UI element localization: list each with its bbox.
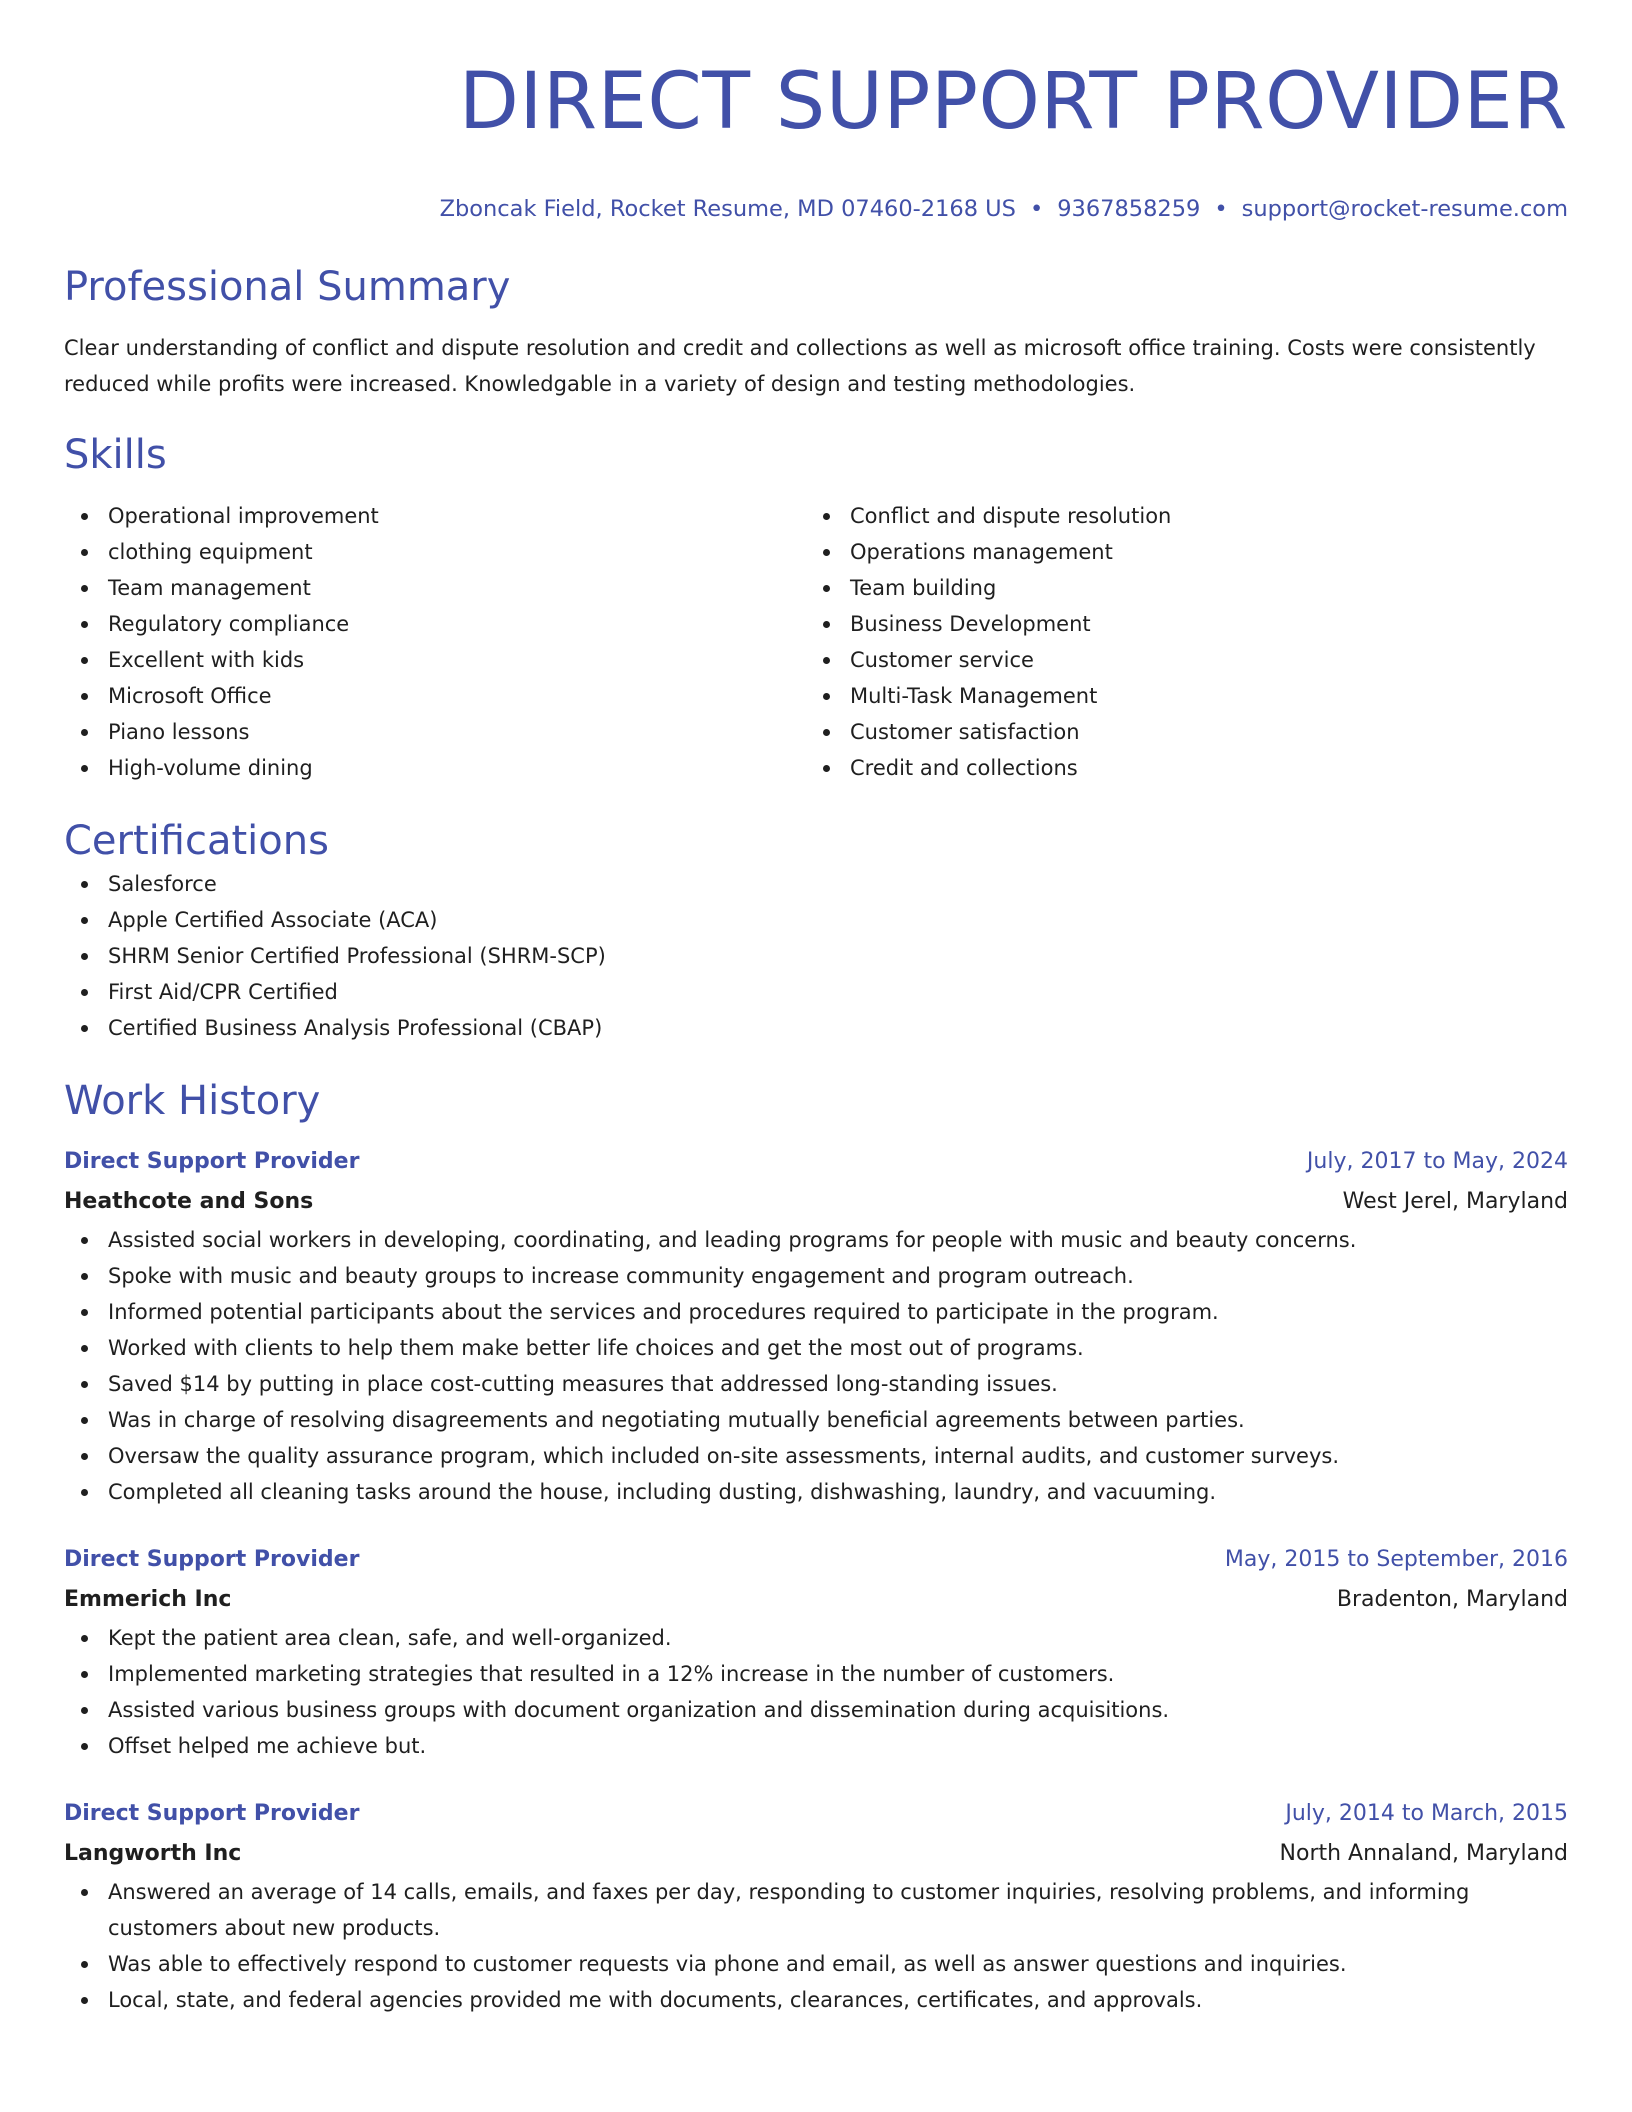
- summary-section: [64, 262, 1568, 402]
- job-location: Bradenton, Maryland: [1336, 1587, 1568, 1612]
- job-location: North Annaland, Maryland: [1279, 1841, 1568, 1866]
- contact-separator: •: [1029, 196, 1044, 222]
- skill-item: Piano lessons: [64, 714, 806, 750]
- skill-item: Team building: [806, 570, 1548, 606]
- job-duty-item: Worked with clients to help them make better life choices and get the most out of programs.: [64, 1330, 1568, 1366]
- work-history-section: [64, 1076, 1568, 2018]
- skills-column-right: [806, 498, 1548, 786]
- skill-item: Operational improvement: [64, 498, 806, 534]
- skills-list-left: [64, 498, 806, 786]
- job-dates: May, 2015 to September, 2016: [1224, 1547, 1568, 1572]
- skill-item: Multi-Task Management: [806, 678, 1548, 714]
- job-title-row: [64, 1142, 1568, 1182]
- skill-item: Credit and collections: [806, 750, 1548, 786]
- certification-item: First Aid/CPR Certified: [64, 974, 1568, 1010]
- job-title: Direct Support Provider: [64, 1149, 360, 1174]
- job-company-row: [64, 1834, 1568, 1874]
- job-duty-item: Offset helped me achieve but.: [64, 1728, 1568, 1764]
- job-duties-list: [64, 1222, 1568, 1510]
- certification-item: Salesforce: [64, 866, 1568, 902]
- skill-item: clothing equipment: [64, 534, 806, 570]
- job-duty-item: Completed all cleaning tasks around the house, including dusting, dishwashing, laundry, and vacuuming.: [64, 1474, 1568, 1510]
- certifications-heading: Certifications: [64, 818, 329, 864]
- job-company: Langworth Inc: [64, 1841, 242, 1866]
- job-duty-item: Local, state, and federal agencies provided me with documents, clearances, certificates, and approvals.: [64, 1982, 1568, 2018]
- skill-item: Customer satisfaction: [806, 714, 1548, 750]
- job-title: Direct Support Provider: [64, 1801, 360, 1826]
- job-company-row: [64, 1580, 1568, 1620]
- resume-name: DIRECT SUPPORT PROVIDER: [458, 57, 1568, 147]
- job-company: Emmerich Inc: [64, 1587, 232, 1612]
- job-duty-item: Was in charge of resolving disagreements and negotiating mutually beneficial agreements between parties.: [64, 1402, 1568, 1438]
- job-company: Heathcote and Sons: [64, 1189, 314, 1214]
- job-duty-item: Oversaw the quality assurance program, which included on-site assessments, internal audits, and customer surveys.: [64, 1438, 1568, 1474]
- skills-list-right: [806, 498, 1548, 786]
- skills-heading: Skills: [64, 432, 167, 478]
- skill-item: Excellent with kids: [64, 642, 806, 678]
- contact-line: [64, 194, 1568, 224]
- job-dates: July, 2017 to May, 2024: [1306, 1149, 1568, 1174]
- job-entry: [64, 1794, 1568, 2018]
- certifications-list: [64, 866, 1568, 1046]
- job-entry: [64, 1540, 1568, 1764]
- job-duties-list: [64, 1874, 1568, 2018]
- job-duty-item: Assisted social workers in developing, coordinating, and leading programs for people with music and beauty concerns.: [64, 1222, 1568, 1258]
- skill-item: Operations management: [806, 534, 1548, 570]
- job-duty-item: Informed potential participants about the services and procedures required to participate in the program.: [64, 1294, 1568, 1330]
- work-history-heading: Work History: [64, 1078, 321, 1124]
- job-title-row: [64, 1794, 1568, 1834]
- skills-section: [64, 430, 1568, 786]
- certification-item: Apple Certified Associate (ACA): [64, 902, 1568, 938]
- skill-item: Customer service: [806, 642, 1548, 678]
- job-dates: July, 2014 to March, 2015: [1285, 1801, 1568, 1826]
- skill-item: Team management: [64, 570, 806, 606]
- contact-phone: 9367858259: [1057, 196, 1201, 222]
- skills-grid: [64, 498, 1568, 786]
- job-duty-item: Saved $14 by putting in place cost-cutting measures that addressed long-standing issues.: [64, 1366, 1568, 1402]
- skill-item: Microsoft Office: [64, 678, 806, 714]
- job-duty-item: Was able to effectively respond to customer requests via phone and email, as well as answer questions and inquiries.: [64, 1946, 1568, 1982]
- certifications-section: [64, 816, 1568, 1046]
- job-entry: [64, 1142, 1568, 1510]
- skill-item: Conflict and dispute resolution: [806, 498, 1548, 534]
- job-duty-item: Answered an average of 14 calls, emails, and faxes per day, responding to customer inquiries, resolving problems, and informing customers about new products.: [64, 1874, 1568, 1946]
- summary-text: Clear understanding of conflict and dispute resolution and credit and collections as well as microsoft office training. Costs were consistently reduced while profits were increased. Knowledgable in a variety of design and testing methodologies.: [64, 336, 1536, 396]
- contact-email: support@rocket-resume.com: [1241, 196, 1568, 222]
- certification-item: Certified Business Analysis Professional (CBAP): [64, 1010, 1568, 1046]
- job-title-row: [64, 1540, 1568, 1580]
- job-duty-item: Spoke with music and beauty groups to increase community engagement and program outreach.: [64, 1258, 1568, 1294]
- skill-item: High-volume dining: [64, 750, 806, 786]
- job-duties-list: [64, 1620, 1568, 1764]
- job-duty-item: Implemented marketing strategies that resulted in a 12% increase in the number of customers.: [64, 1656, 1568, 1692]
- certification-item: SHRM Senior Certified Professional (SHRM-SCP): [64, 938, 1568, 974]
- summary-heading: Professional Summary: [64, 264, 511, 310]
- contact-separator: •: [1214, 196, 1228, 222]
- job-company-row: [64, 1182, 1568, 1222]
- contact-address: Zboncak Field, Rocket Resume, MD 07460-2168 US: [439, 196, 1016, 222]
- job-duty-item: Assisted various business groups with document organization and dissemination during acquisitions.: [64, 1692, 1568, 1728]
- skill-item: Regulatory compliance: [64, 606, 806, 642]
- job-location: West Jerel, Maryland: [1342, 1189, 1568, 1214]
- job-duty-item: Kept the patient area clean, safe, and well-organized.: [64, 1620, 1568, 1656]
- skills-column-left: [64, 498, 806, 786]
- skill-item: Business Development: [806, 606, 1548, 642]
- resume-page: [64, 0, 1568, 2018]
- job-title: Direct Support Provider: [64, 1547, 360, 1572]
